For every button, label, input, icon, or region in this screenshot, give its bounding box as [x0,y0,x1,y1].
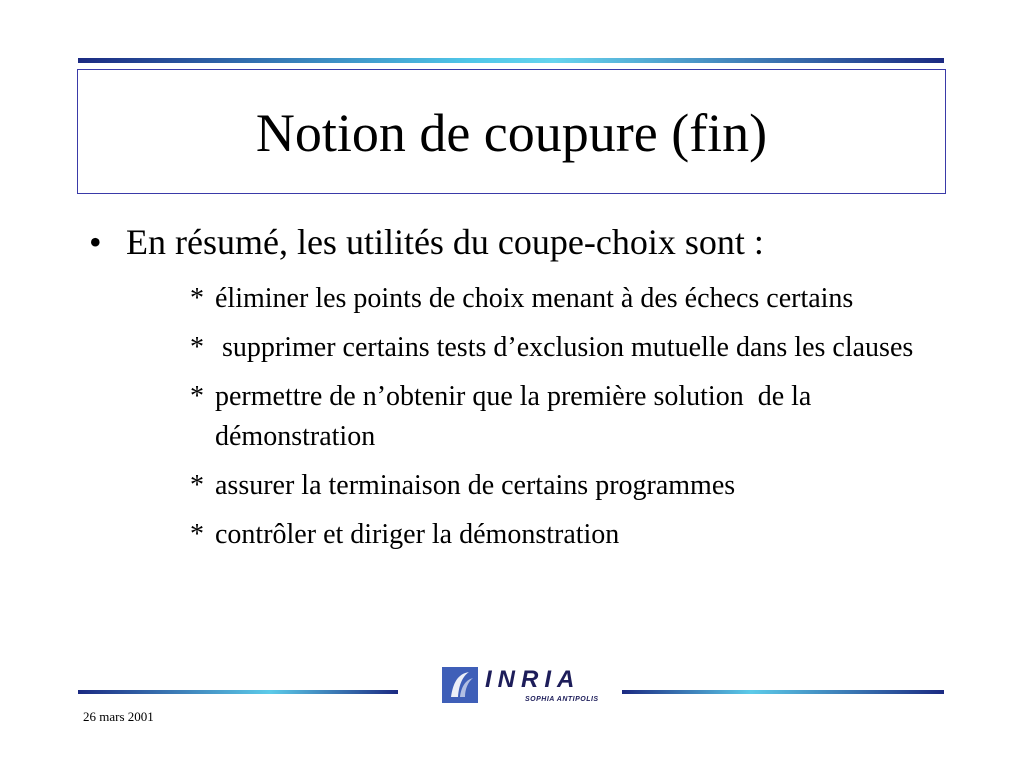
list-item [190,328,930,368]
footer-divider-left [78,690,398,694]
asterisk-marker: * [190,283,204,314]
slide-title: Notion de coupure (fin) [255,102,768,163]
bullet-marker: • [89,222,102,262]
inria-emblem-icon [441,664,481,706]
title-box [77,69,946,194]
list-item-text: éliminer les points de choix menant à des échecs certains [215,283,854,314]
main-bullet-text: En résumé, les utilités du coupe-choix sont : [126,222,764,262]
list-item-text: contrôler et diriger la démonstration [215,519,620,550]
footer-date: 26 mars 2001 [83,709,154,724]
list-item-text: assurer la terminaison de certains programmes [215,470,736,501]
list-item [190,279,930,319]
asterisk-marker: * [190,470,204,501]
sub-list [190,279,930,564]
asterisk-marker: * [190,381,204,412]
list-item-text: permettre de n’obtenir que la première solution de la démonstration [215,381,819,452]
top-divider [78,58,944,63]
list-item [190,515,930,555]
list-item [190,466,930,506]
logo-wordmark: INRIA [485,666,581,693]
footer-divider-right [622,690,944,694]
inria-logo [441,664,601,710]
asterisk-marker: * [190,519,204,550]
main-bullet [89,220,764,264]
list-item-text: supprimer certains tests d’exclusion mutuelle dans les clauses [215,332,914,363]
asterisk-marker: * [190,332,204,363]
list-item [190,377,930,457]
logo-subtitle: SOPHIA ANTIPOLIS [525,696,599,703]
